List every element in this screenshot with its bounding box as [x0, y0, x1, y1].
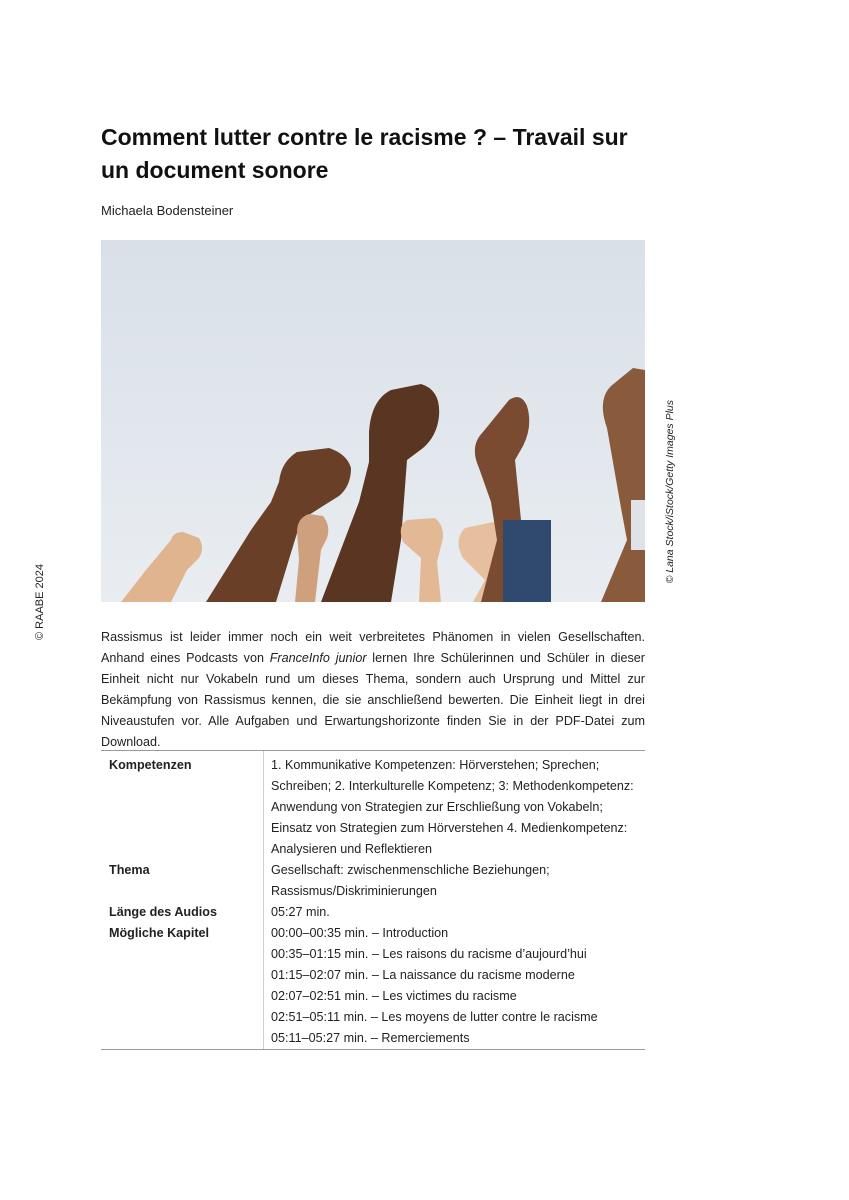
- chapter-item: 05:11–05:27 min. – Remerciements: [271, 1031, 470, 1045]
- overview-table: [101, 750, 645, 1050]
- table-row-kompetenzen: [101, 755, 645, 860]
- row-value-line: Rassismus/Diskriminierungen: [271, 884, 437, 898]
- row-value-line: Gesellschaft: zwischenmenschliche Beziehungen;: [271, 863, 550, 877]
- page-title: [101, 121, 661, 187]
- row-value: [271, 923, 645, 1049]
- chapter-item: 02:07–02:51 min. – Les victimes du racisme: [271, 989, 517, 1003]
- row-value-line: Anwendung von Strategien zur Erschließung von Vokabeln;: [271, 800, 603, 814]
- intro-text-1: Rassismus ist leider immer noch ein weit verbreitetes Phänomen in vielen Gesellschaften. Anhand eines Podcasts von: [101, 630, 645, 665]
- raised-fists-photo: [101, 240, 645, 602]
- row-label: Länge des Audios: [109, 905, 217, 919]
- intro-text-2: lernen Ihre Schülerinnen und Schüler in dieser Einheit nicht nur Vokabeln rund um dieses Thema, sondern auch Ursprung und Mittel zur Bekämpfung von Rassismus kennen, die sie anschließend bewerten. Die Einheit liegt in drei Niveaustufen vor. Alle Aufgaben und Erwartungshorizonte finden Sie in der PDF-Datei zum Download.: [101, 651, 645, 749]
- row-label: Kompetenzen: [109, 758, 192, 772]
- row-value-line: 05:27 min.: [271, 905, 330, 919]
- title-line-1: Comment lutter contre le racisme ? – Travail sur: [101, 124, 628, 150]
- row-value: [271, 755, 645, 860]
- table-row-chapters: [101, 923, 645, 1049]
- raised-fists-illustration: [101, 240, 645, 602]
- intro-source-name: FranceInfo junior: [269, 651, 367, 665]
- chapter-item: 00:00–00:35 min. – Introduction: [271, 926, 449, 940]
- chapter-item: 02:51–05:11 min. – Les moyens de lutter contre le racisme: [271, 1010, 598, 1024]
- table-row-thema: [101, 860, 645, 902]
- chapter-item: 00:35–01:15 min. – Les raisons du racisme d’aujourd’hui: [271, 947, 587, 961]
- photo-credit: © Lana Stock/iStock/Getty Images Plus: [664, 400, 676, 584]
- row-value-line: Analysieren und Reflektieren: [271, 842, 433, 856]
- row-value-line: Einsatz von Strategien zum Hörverstehen 4. Medienkompetenz:: [271, 821, 628, 835]
- row-value-line: 1. Kommunikative Kompetenzen: Hörverstehen; Sprechen;: [271, 758, 600, 772]
- table-divider: [263, 751, 264, 1049]
- chapter-item: 01:15–02:07 min. – La naissance du racisme moderne: [271, 968, 575, 982]
- intro-paragraph: [101, 627, 645, 753]
- copyright-notice: © RAABE 2024: [34, 564, 46, 640]
- row-label: Mögliche Kapitel: [109, 926, 210, 940]
- author-name: Michaela Bodensteiner: [101, 203, 234, 218]
- title-line-2: un document sonore: [101, 157, 329, 183]
- row-label: Thema: [109, 863, 150, 877]
- row-value: [271, 860, 645, 902]
- row-value-line: Schreiben; 2. Interkulturelle Kompetenz; 3: Methodenkompetenz:: [271, 779, 634, 793]
- row-value: [271, 902, 645, 923]
- table-row-audio-length: [101, 902, 645, 923]
